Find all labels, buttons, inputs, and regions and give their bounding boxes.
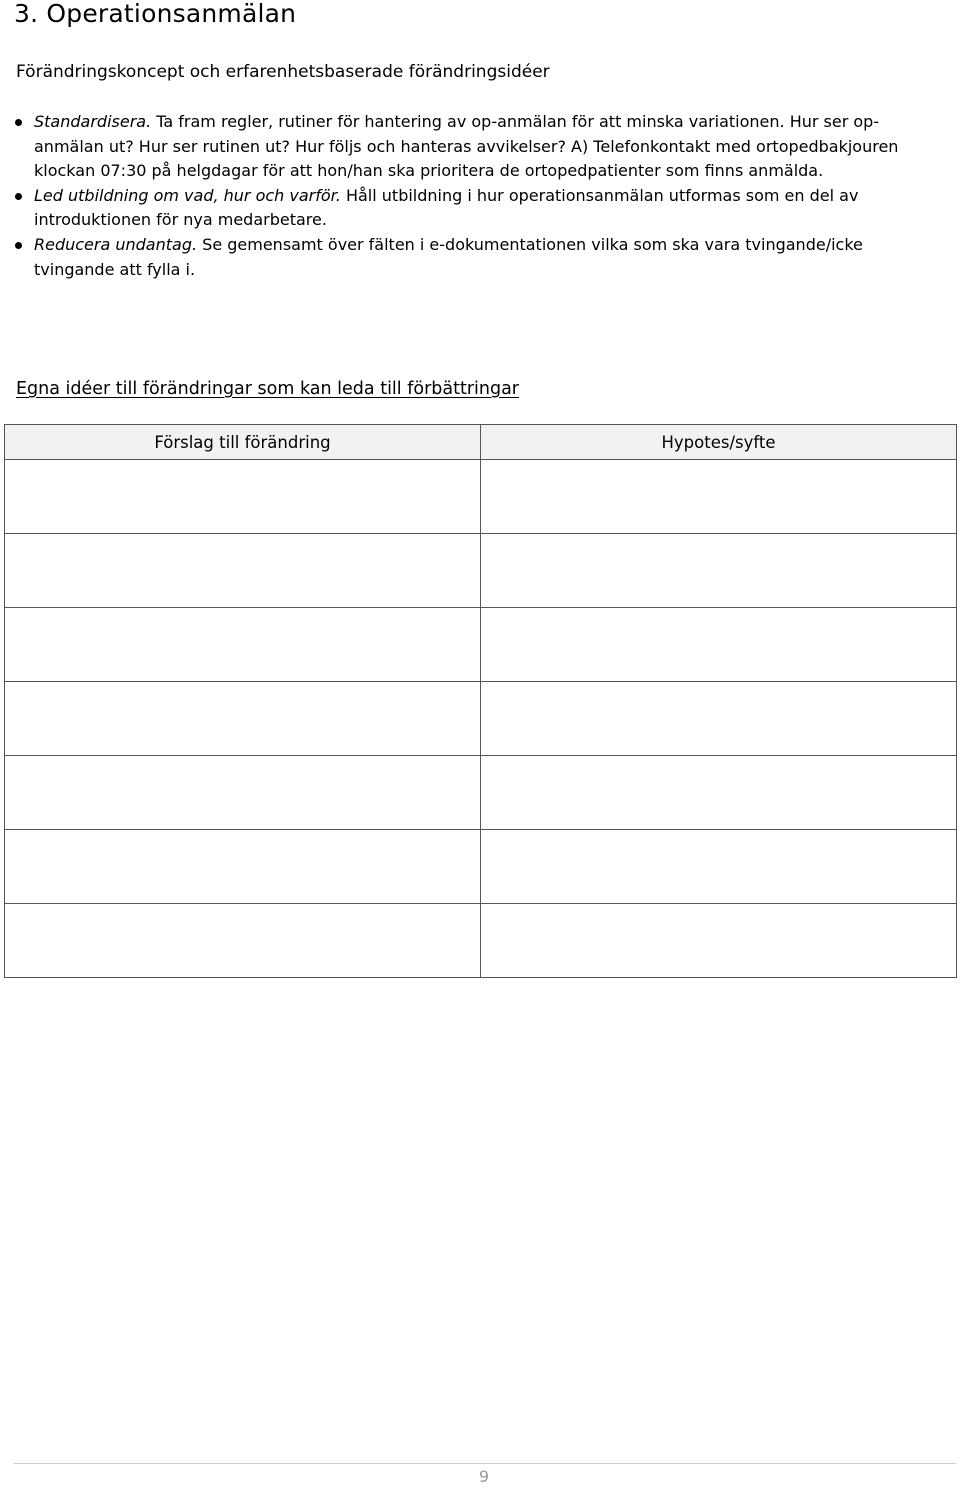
hypothesis-cell[interactable] (481, 534, 957, 608)
proposal-cell[interactable] (5, 460, 481, 534)
ideas-table (4, 424, 957, 978)
table-row (5, 756, 957, 830)
change-concepts-list (34, 110, 934, 282)
list-item (34, 110, 934, 184)
column-header-hypothesis: Hypotes/syfte (481, 425, 957, 460)
list-item-lead: Reducera undantag. (34, 234, 198, 254)
bullet-icon (15, 242, 22, 249)
ideas-section-heading: Egna idéer till förändringar som kan leda till förbättringar (16, 379, 520, 399)
list-item-text: Ta fram regler, rutiner för hantering av op-anmälan för att minska variationen. Hur ser op-anmälan ut? Hur ser rutinen ut? Hur följs och hanteras avvikelser? A) Telefonkontakt med ortopedbakjouren klockan 07:30 på helgdagar för att hon/han ska prioritera de ortopedpatienter som finns anmälda. (34, 112, 899, 181)
proposal-cell[interactable] (5, 682, 481, 756)
hypothesis-cell[interactable] (481, 904, 957, 978)
table-row (5, 904, 957, 978)
hypothesis-cell[interactable] (481, 830, 957, 904)
list-item-text: Se gemensamt över fälten i e-dokumentationen vilka som ska vara tvingande/icke tvingande att fylla i. (34, 234, 863, 279)
page-title: 3. Operationsanmälan (14, 0, 297, 28)
table-row (5, 830, 957, 904)
column-header-proposal: Förslag till förändring (5, 425, 481, 460)
footer-divider (14, 1463, 956, 1464)
bullet-icon (15, 119, 22, 126)
proposal-cell[interactable] (5, 534, 481, 608)
table-row (5, 460, 957, 534)
hypothesis-cell[interactable] (481, 460, 957, 534)
hypothesis-cell[interactable] (481, 756, 957, 830)
table-header-row (5, 425, 957, 460)
proposal-cell[interactable] (5, 756, 481, 830)
table-row (5, 534, 957, 608)
list-item (34, 184, 934, 233)
bullet-icon (15, 193, 22, 200)
section-subtitle: Förändringskoncept och erfarenhetsbaserade förändringsidéer (16, 62, 550, 82)
hypothesis-cell[interactable] (481, 682, 957, 756)
proposal-cell[interactable] (5, 904, 481, 978)
hypothesis-cell[interactable] (481, 608, 957, 682)
list-item (34, 233, 934, 282)
table-row (5, 608, 957, 682)
table-row (5, 682, 957, 756)
proposal-cell[interactable] (5, 830, 481, 904)
page-number: 9 (478, 1467, 490, 1486)
list-item-lead: Standardisera. (34, 112, 152, 131)
list-item-text: Håll utbildning i hur operationsanmälan utformas som en del av introduktionen för nya medarbetare. (34, 185, 859, 230)
proposal-cell[interactable] (5, 608, 481, 682)
list-item-lead: Led utbildning om vad, hur och varför. (34, 185, 341, 205)
